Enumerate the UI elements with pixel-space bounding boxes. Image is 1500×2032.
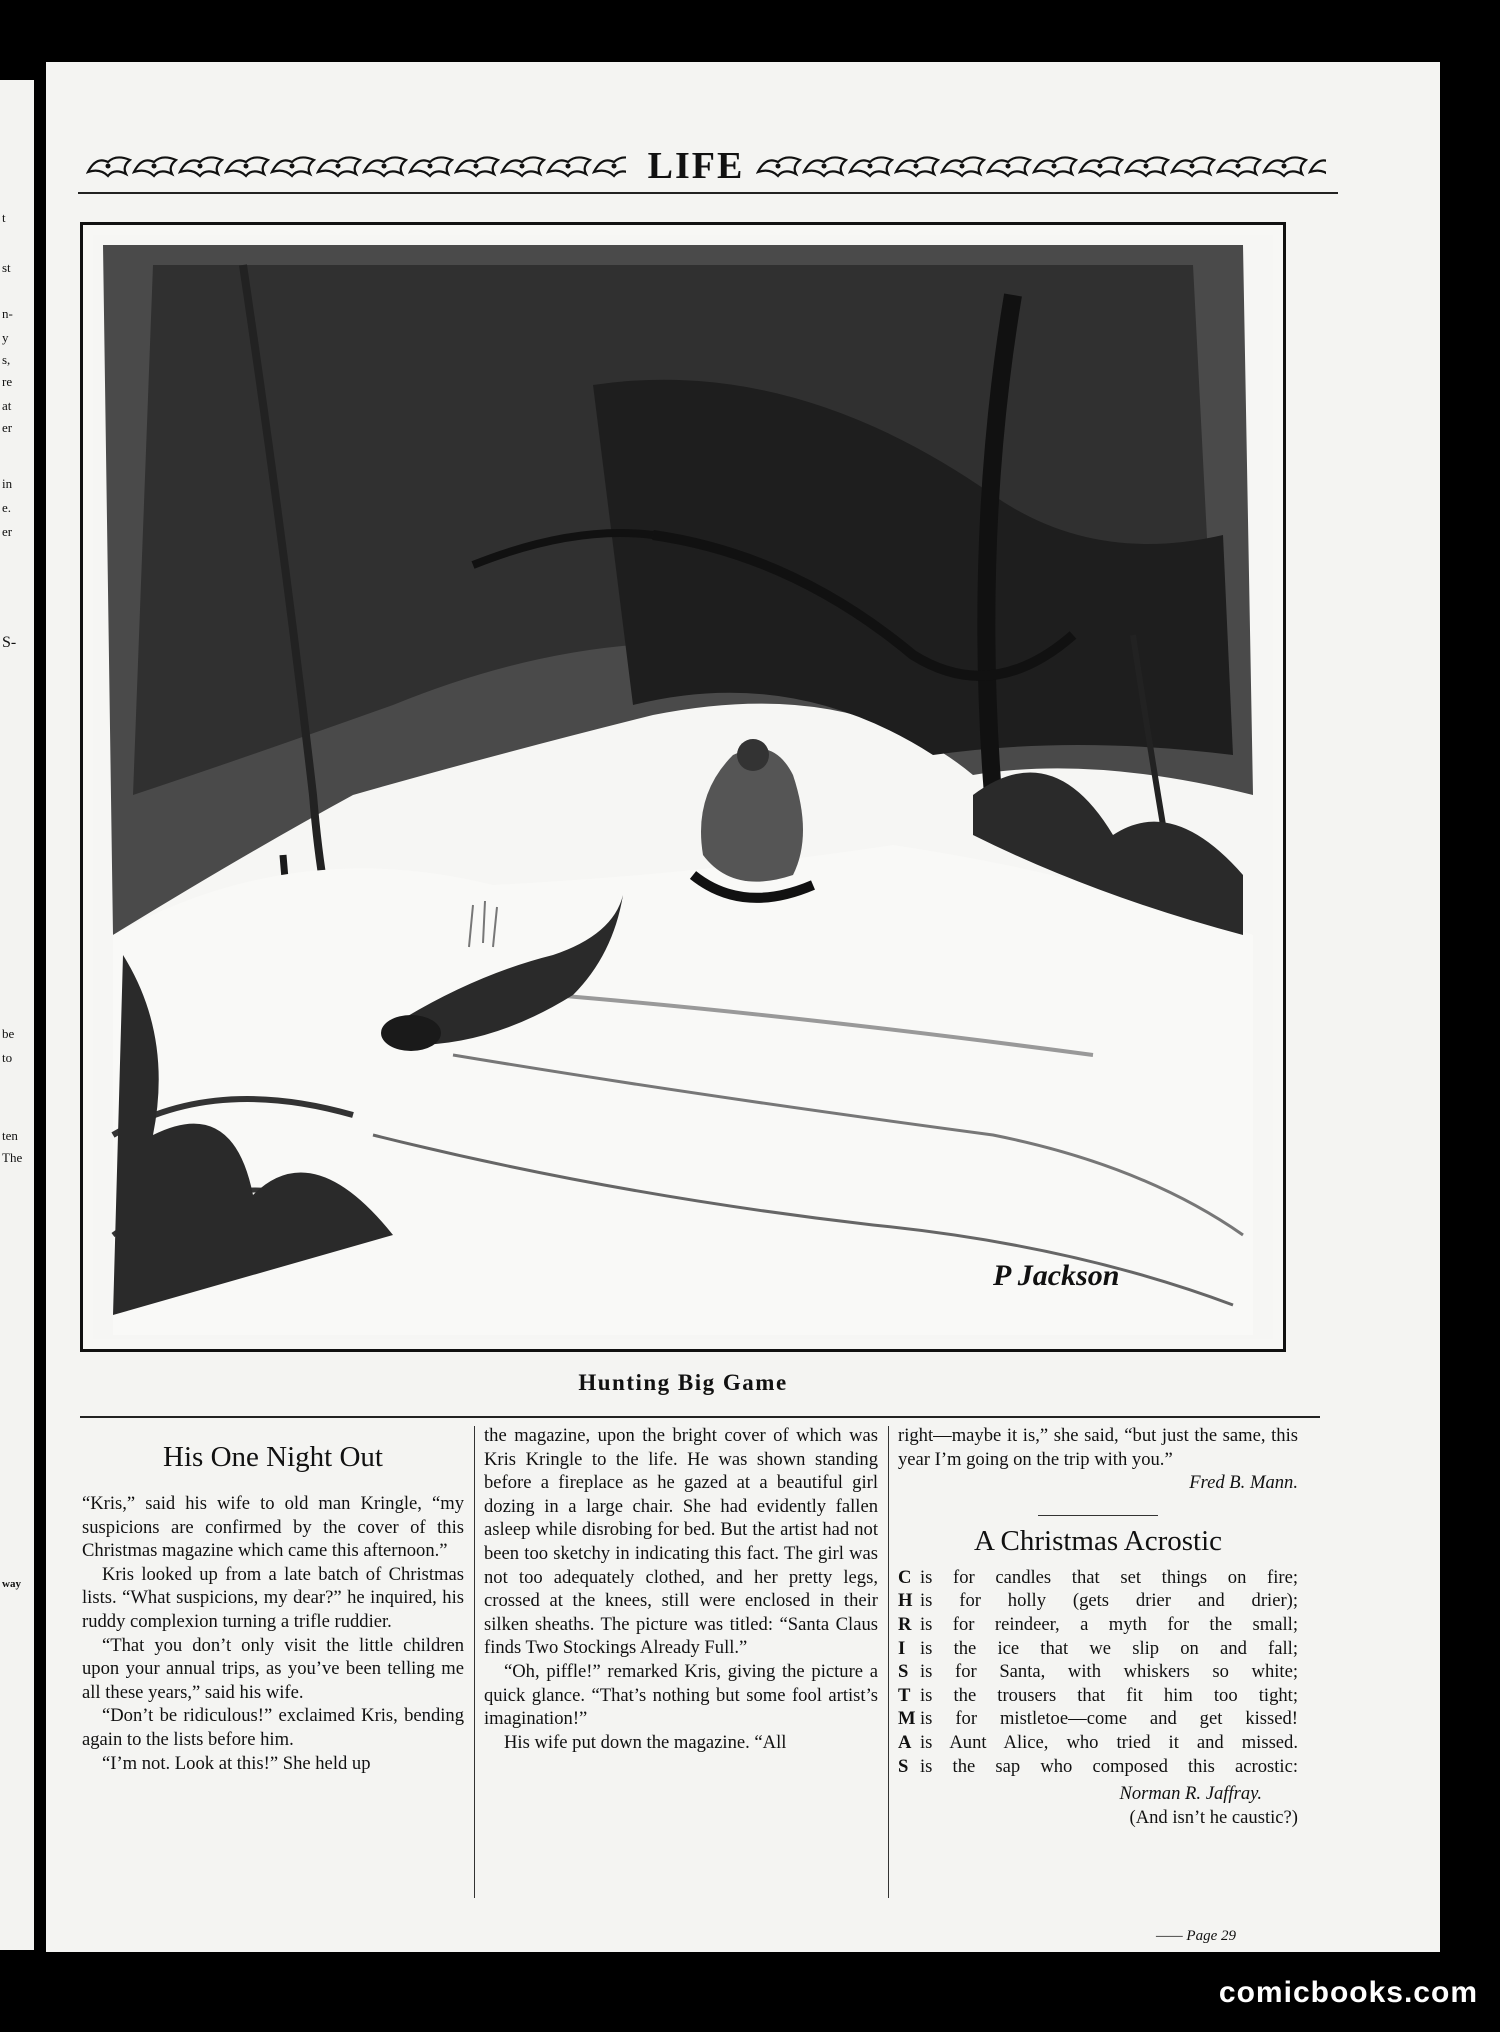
artist-signature: P Jackson [993, 1259, 1120, 1292]
story-paragraph: “Oh, piffle!” remarked Kris, giving the picture a quick glance. “That’s nothing but some fool artist’s imagination!” [484, 1660, 878, 1730]
story-paragraph: right—maybe it is,” she said, “but just the same, this year I’m going on the trip with you.” [898, 1425, 1298, 1470]
acrostic-poem [898, 1566, 1298, 1778]
left-fragment: The [2, 1150, 23, 1165]
magazine-page [46, 62, 1440, 1952]
acrostic-letter: H [898, 1590, 913, 1612]
acrostic-letter: C [898, 1566, 912, 1588]
left-fragment: er [2, 420, 13, 435]
story-paragraph: “Kris,” said his wife to old man Kringle, “my suspicions are confirmed by the cover of this Christmas magazine which came this afternoon.” [82, 1493, 464, 1562]
left-fragment: e. [2, 500, 12, 515]
watermark: comicbooks.com [1218, 1976, 1478, 2009]
poem-line-text: is for candles that set things on fire; [920, 1566, 1298, 1588]
left-fragment: to [2, 1050, 13, 1065]
magazine-title: LIFE [647, 145, 745, 187]
left-fragment: in [2, 476, 13, 491]
left-fragment: S- [2, 634, 17, 651]
poem-line [898, 1613, 1298, 1637]
poem-line [898, 1731, 1298, 1755]
left-fragment: er [2, 524, 13, 539]
page-number: —— Page 29 [1156, 1928, 1236, 1944]
acrostic-letter: I [898, 1637, 906, 1659]
acrostic-letter: S [898, 1755, 909, 1777]
holly-border-left [86, 152, 626, 178]
holly-border-right [756, 152, 1326, 178]
acrostic-letter: S [898, 1661, 909, 1683]
acrostic-letter: A [898, 1731, 912, 1753]
poem-line [898, 1589, 1298, 1613]
left-fragment: s, [2, 352, 11, 367]
poem-rule [1038, 1515, 1158, 1516]
left-fragment: y [2, 330, 9, 345]
masthead-rule [78, 192, 1338, 194]
poem-line [898, 1684, 1298, 1708]
left-fragment: be [2, 1026, 15, 1041]
acrostic-letter: R [898, 1613, 912, 1635]
poem-title: A Christmas Acrostic [973, 1524, 1223, 1557]
poem-line-text: is Aunt Alice, who tried it and missed. [920, 1731, 1298, 1753]
masthead [76, 142, 1336, 192]
acrostic-letter: T [898, 1684, 911, 1706]
poem-line-text: is the trousers that fit him too tight; [920, 1684, 1298, 1706]
poem-line-text: is the ice that we slip on and fall; [920, 1637, 1298, 1659]
poem-line-text: is for reindeer, a myth for the small; [920, 1613, 1298, 1635]
story-column-3 [898, 1424, 1298, 1829]
story-paragraph: “That you don’t only visit the little children upon your annual trips, as you’ve been telling me all these years,” said his wife. [82, 1634, 464, 1703]
poem-line-text: is for mistletoe—come and get kissed! [920, 1708, 1298, 1730]
hunting-illustration [93, 235, 1273, 1339]
left-fragment: at [2, 398, 12, 413]
story-title: His One Night Out [163, 1441, 383, 1473]
story-paragraph: His wife put down the magazine. “All [504, 1731, 787, 1753]
left-fragment: st [2, 260, 11, 275]
story-paragraph: the magazine, upon the bright cover of which was Kris Kringle to the life. He was shown standing before a fireplace as he gazed at a beautiful girl dozing in a large chair. She had evidently fallen asleep while disrobing for bed. But the artist had not been too sketchy in indicating this fact. The girl was not too adequately clothed, and her pretty legs, crossed at the knees, still were enclosed in their silken sheaths. The picture was titled: “Santa Claus finds Two Stockings Already Full.” [484, 1425, 878, 1659]
column-divider [474, 1426, 475, 1898]
left-fragment: re [2, 374, 13, 389]
illustration-frame [80, 222, 1286, 1352]
story-paragraph: Kris looked up from a late batch of Christmas lists. “What suspicions, my dear?” he inquired, his ruddy complexion turning a trifle ruddier. [82, 1563, 464, 1632]
section-rule [80, 1416, 1320, 1418]
story-author: Fred B. Mann. [1189, 1472, 1298, 1494]
poem-line [898, 1707, 1298, 1731]
left-fragment: n- [2, 306, 13, 321]
poem-line [898, 1755, 1298, 1779]
left-fragment: t [2, 210, 6, 225]
left-fragment: ten [2, 1128, 18, 1143]
illustration-caption: Hunting Big Game [578, 1370, 788, 1395]
acrostic-letter: M [898, 1708, 916, 1730]
story-column-2 [484, 1424, 878, 1754]
poem-line [898, 1660, 1298, 1684]
poem-author: Norman R. Jaffray. [1119, 1783, 1262, 1805]
column-divider [888, 1426, 889, 1898]
left-page-edge [0, 80, 34, 1950]
poem-line-text: is for holly (gets drier and drier); [920, 1590, 1298, 1612]
story-paragraph: “I’m not. Look at this!” She held up [102, 1752, 371, 1774]
poem-line [898, 1637, 1298, 1661]
poem-line [898, 1566, 1298, 1590]
poem-line-text: is the sap who composed this acrostic: [920, 1755, 1298, 1777]
left-fragment: way [2, 1578, 21, 1590]
story-paragraph: “Don’t be ridiculous!” exclaimed Kris, bending again to the lists before him. [82, 1705, 464, 1750]
story-column-1 [82, 1424, 464, 1775]
poem-line-text: is for Santa, with whiskers so white; [920, 1661, 1298, 1683]
poem-postscript: (And isn’t he caustic?) [1129, 1806, 1298, 1828]
